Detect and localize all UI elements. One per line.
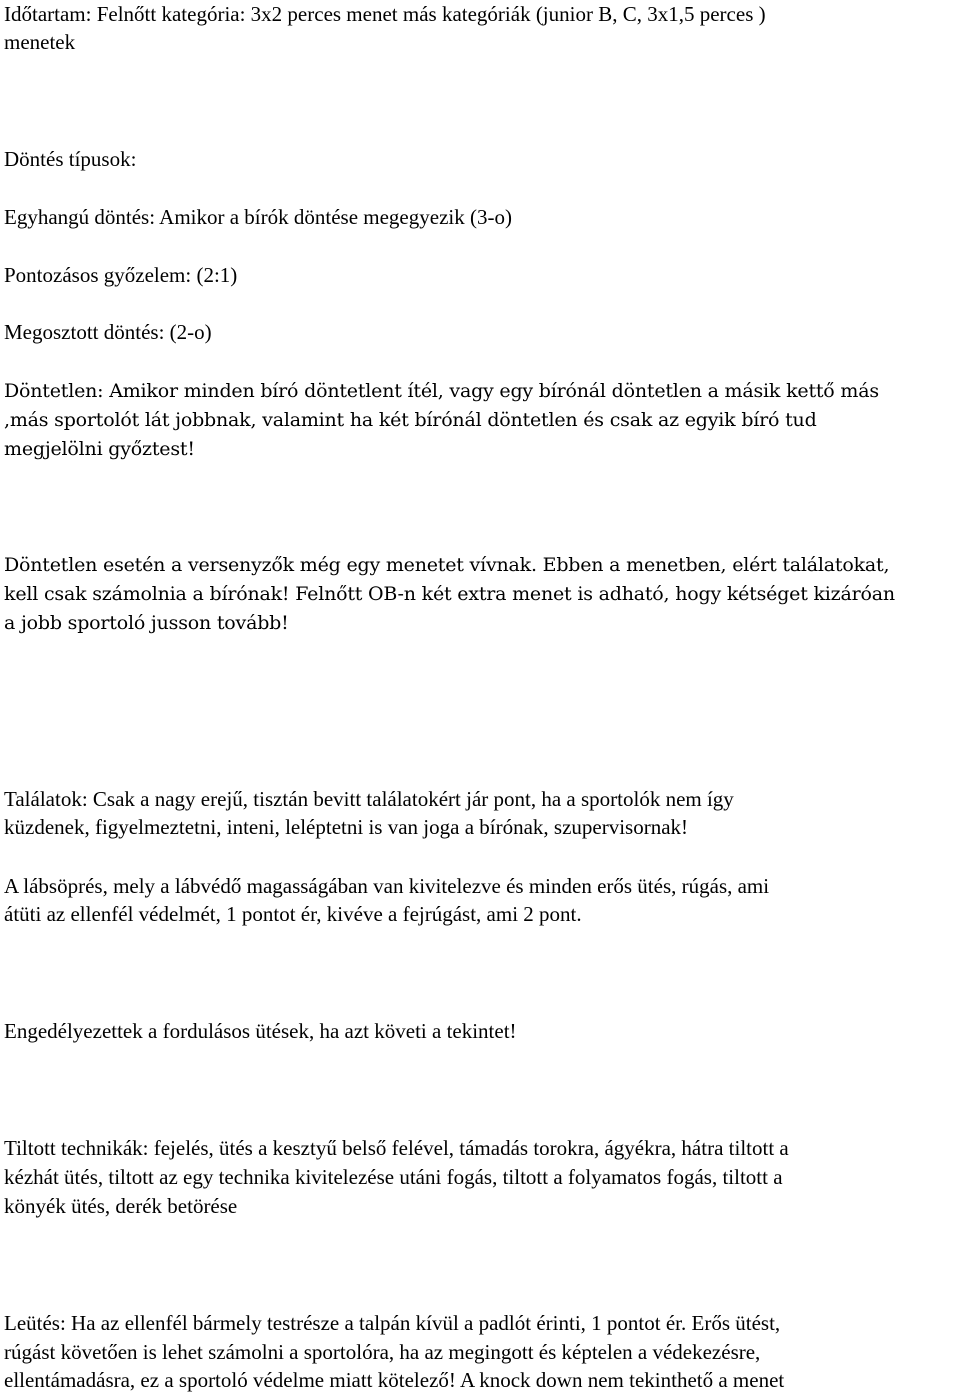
spinning-strikes: Engedélyezettek a fordulásos ütések, ha azt követi a tekintet! <box>4 1019 517 1043</box>
hits-line-2: küzdenek, figyelmeztetni, inteni, leléptetni is van joga a bírónak, szupervisornak! <box>4 815 689 839</box>
draw-rule-line-2: kell csak számolnia a bírónak! Felnőtt OB-n két extra menet is adható, hogy kétséget kizáróan <box>4 583 895 605</box>
duration-line-1: Időtartam: Felnőtt kategória: 3x2 perces menet más kategóriák (junior B, C, 3x1,5 perces ) <box>4 2 766 26</box>
sweep-line-1: A lábsöprés, mely a lábvédő magasságában van kivitelezve és minden erős ütés, rúgás, ami <box>4 874 770 898</box>
draw-rule-line-3: a jobb sportoló jusson tovább! <box>4 612 289 634</box>
hits-line-1: Találatok: Csak a nagy erejű, tisztán bevitt találatokért jár pont, ha a sportolók nem így <box>4 787 734 811</box>
points-win: Pontozásos győzelem: (2:1) <box>4 263 238 287</box>
draw-line-2: ,más sportolót lát jobbnak, valamint ha két bírónál döntetlen és csak az egyik bíró tud <box>4 409 817 431</box>
forbidden-line-1: Tiltott technikák: fejelés, ütés a kesztyű belső felével, támadás torokra, ágyékra, hátra tiltott a <box>4 1136 789 1160</box>
draw-rule-line-1: Döntetlen esetén a versenyzők még egy menetet vívnak. Ebben a menetben, elért találatokat, <box>4 554 890 576</box>
unanimous-decision: Egyhangú döntés: Amikor a bírók döntése megegyezik (3-o) <box>4 205 512 229</box>
draw-line-3: megjelölni győztest! <box>4 438 195 460</box>
forbidden-line-3: könyék ütés, derék betörése <box>4 1194 238 1218</box>
decision-types-heading: Döntés típusok: <box>4 147 137 171</box>
split-decision: Megosztott döntés: (2-o) <box>4 320 212 344</box>
sweep-line-2: átüti az ellenfél védelmét, 1 pontot ér, kivéve a fejrúgást, ami 2 pont. <box>4 902 582 926</box>
knockdown-line-1: Leütés: Ha az ellenfél bármely testrésze a talpán kívül a padlót érinti, 1 pontot ér. Erős ütést, <box>4 1311 781 1335</box>
knockdown-line-3: ellentámadásra, ez a sportoló védelme miatt kötelező! A knock down nem tekinthető a menet <box>4 1368 785 1392</box>
forbidden-line-2: kézhát ütés, tiltott az egy technika kivitelezése utáni fogás, tiltott a folyamatos fogás, tiltott a <box>4 1165 783 1189</box>
duration-line-2: menetek <box>4 30 76 54</box>
knockdown-line-2: rúgást követően is lehet számolni a sportolóra, ha az megingott és képtelen a védekezésre, <box>4 1340 761 1364</box>
draw-line-1: Döntetlen: Amikor minden bíró döntetlent ítél, vagy egy bírónál döntetlen a másik kettő más <box>4 380 879 402</box>
